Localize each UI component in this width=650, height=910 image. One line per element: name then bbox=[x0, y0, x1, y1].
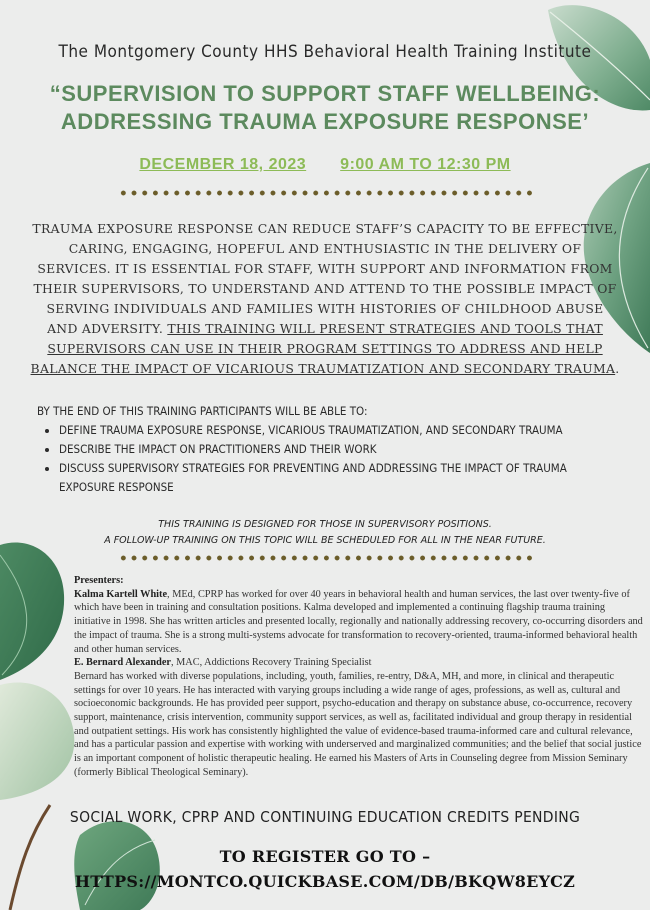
event-title bbox=[0, 80, 650, 136]
description-underlined-text: THIS TRAINING WILL PRESENT STRATEGIES AND TOOLS THAT SUPERVISORS CAN USE IN THEIR PROGRAM SETTINGS TO ADDRESS AND HELP BALANCE THE IMPACT OF VICARIOUS TRAUMATIZATION AND SECONDARY TRAUMA bbox=[30, 321, 616, 376]
dotted-divider-top bbox=[118, 190, 532, 196]
presenter-1-name: Kalma Kartell White bbox=[74, 588, 168, 600]
presenter-2-heading: E. Bernard Alexander, MAC, Addictions Recovery Training Specialist bbox=[74, 657, 372, 669]
description-text: TRAUMA EXPOSURE RESPONSE CAN REDUCE STAFF’S CAPACITY TO BE EFFECTIVE, CARING, ENGAGING, HOPEFUL AND ENTHUSIASTIC IN THE DELIVERY OF SERVICES. IT IS ESSENTIAL FOR STAFF, WITH SUPPORT AND INFORMATION FROM THEIR SUPERVISORS, TO UNDERSTAND AND ATTEND TO THE POSSIBLE IMPACT OF SERVING INDIVIDUALS AND FAMILIES WITH HISTORIES OF CHILDHOOD ABUSE AND ADVERSITY. bbox=[32, 221, 618, 336]
presenters-section bbox=[74, 574, 644, 780]
presenter-2-bio: Bernard has worked with diverse populations, including, youth, families, re-entry, D&A, MH, and more, in clinical and therapeutic settings for over 10 years. He has interacted with varying groups including a wide range of ages, professions, as well as, cultural and socioeconomic backgrounds. He has provided peer support, psycho-education and therapy on substance abuse, co-occurrence, recovery support, maintenance, crisis intervention, community support services, as well as, facilitated individual and group therapy in residential and outpatient settings. His work has consistently highlighted the value of evidence-based trauma-informed care and cultural relevance, and has a particular passion and expertise with working with underserved and marginalized communities; and the belief that social justice is an important component of holistic therapeutic healing. He earned his Masters of Arts in Counseling degree from Mission Seminary (formerly Biblical Theological Seminary). bbox=[74, 670, 642, 778]
registration-info bbox=[0, 844, 650, 894]
objectives-heading: BY THE END OF THIS TRAINING PARTICIPANTS WILL BE ABLE TO: bbox=[37, 404, 368, 418]
event-date: DECEMBER 18, 2023 bbox=[139, 156, 307, 173]
note-line-2: A FOLLOW-UP TRAINING ON THIS TOPIC WILL BE SCHEDULED FOR ALL IN THE NEAR FUTURE. bbox=[104, 535, 546, 546]
presenter-1-bio: Kalma Kartell White, MEd, CPRP has worked for over 40 years in behavioral health and human services, the last over twenty-five of which have been in training and consultation positions. Kalma developed and implemented a continuing flagship trauma training initiative in 1998. She has written articles and presented locally, regionally and nationally addressing recovery, co-occurring disorders and the impact of trauma. She is a strong multi-systems advocate for transformation to recovery-oriented, trauma-informed behavioral health and other human services. bbox=[74, 588, 643, 655]
event-date-time bbox=[0, 156, 650, 174]
note-line-1: THIS TRAINING IS DESIGNED FOR THOSE IN SUPERVISORY POSITIONS. bbox=[158, 519, 492, 530]
title-line-1: “SUPERVISION TO SUPPORT STAFF WELLBEING: bbox=[49, 81, 601, 106]
title-line-2: ADDRESSING TRAUMA EXPOSURE RESPONSE’ bbox=[60, 109, 590, 134]
event-time: 9:00 AM TO 12:30 PM bbox=[340, 156, 511, 173]
description-paragraph: TRAUMA EXPOSURE RESPONSE CAN REDUCE STAFF’S CAPACITY TO BE EFFECTIVE, CARING, ENGAGING, HOPEFUL AND ENTHUSIASTIC IN THE DELIVERY OF SERVICES. IT IS ESSENTIAL FOR STAFF, WITH SUPPORT AND INFORMATION FROM THEIR SUPERVISORS, TO UNDERSTAND AND ATTEND TO THE POSSIBLE IMPACT OF SERVING INDIVIDUALS AND FAMILIES WITH HISTORIES OF CHILDHOOD ABUSE AND ADVERSITY. THIS TRAINING WILL PRESENT STRATEGIES AND TOOLS THAT SUPERVISORS CAN USE IN THEIR PROGRAM SETTINGS TO ADDRESS AND HELP BALANCE THE IMPACT OF VICARIOUS TRAUMATIZATION AND SECONDARY TRAUMA. bbox=[30, 221, 620, 376]
presenter-2-name: E. Bernard Alexander bbox=[74, 657, 171, 669]
presenters-heading: Presenters: bbox=[74, 575, 124, 586]
registration-link[interactable]: HTTPS://MONTCO.QUICKBASE.COM/DB/BKQW8EYCZ bbox=[74, 872, 576, 891]
objective-item: • DEFINE TRAUMA EXPOSURE RESPONSE, VICARIOUS TRAUMATIZATION, AND SECONDARY TRAUMA bbox=[59, 421, 579, 440]
register-label: TO REGISTER GO TO – bbox=[219, 847, 431, 866]
objective-item: • DESCRIBE THE IMPACT ON PRACTITIONERS AND THEIR WORK bbox=[59, 440, 579, 459]
objective-item: • DISCUSS SUPERVISORY STRATEGIES FOR PREVENTING AND ADDRESSING THE IMPACT OF TRAUMA EXPOSURE RESPONSE bbox=[59, 459, 579, 497]
audience-note bbox=[0, 517, 650, 549]
objectives-list bbox=[43, 421, 579, 497]
organization-name: The Montgomery County HHS Behavioral Health Training Institute bbox=[58, 42, 592, 62]
credits-notice: SOCIAL WORK, CPRP AND CONTINUING EDUCATION CREDITS PENDING bbox=[69, 808, 581, 826]
dotted-divider-bottom bbox=[118, 555, 532, 561]
